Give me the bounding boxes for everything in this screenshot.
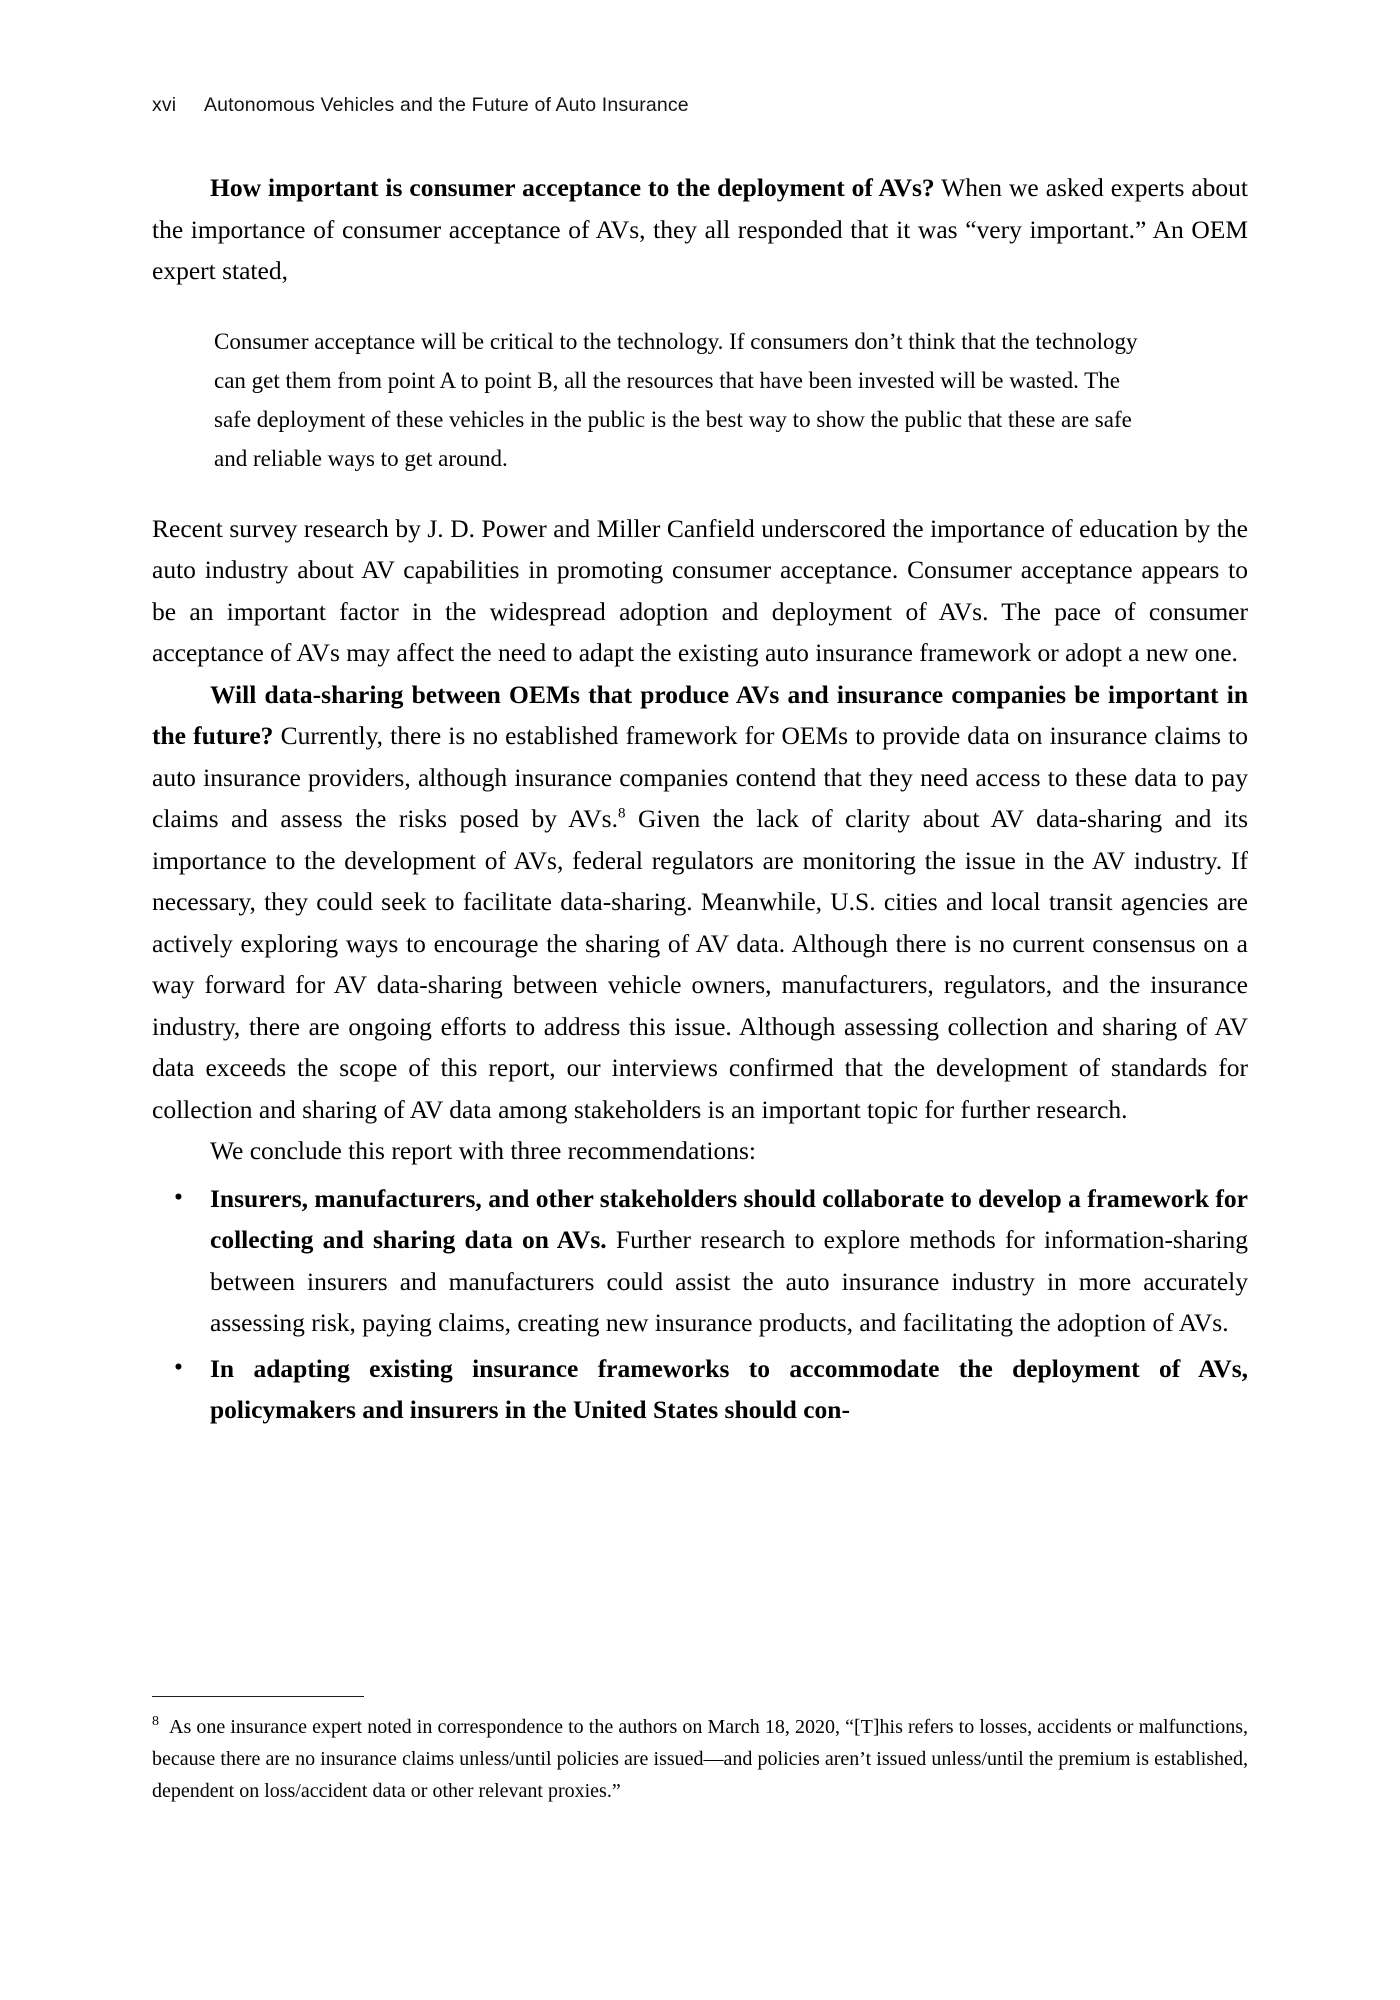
footnote-separator-rule — [152, 1696, 364, 1697]
page-folio: xvi — [152, 94, 177, 116]
paragraph-body-text: When we asked experts about the importance of consumer acceptance of AVs, they all responded that it was “very important.” An OEM expert stated, — [152, 173, 1248, 285]
block-quotation-text: Consumer acceptance will be critical to the technology. If consumers don’t think that the technology can get them from point A to point B, all the resources that have been invested will be wasted. The safe deployment of these vehicles in the public is the best way to show the public that these are safe and reliable ways to get around. — [214, 328, 1138, 471]
recommendations-list — [152, 1178, 1248, 1431]
footnote-marker: 8 — [152, 1714, 159, 1730]
paragraph-body-text-b: Given the lack of clarity about AV data-sharing and its importance to the development of AVs, federal regulators are monitoring the issue in the AV industry. If necessary, they could seek to facilitate data-sharing. Meanwhile, U.S. cities and local transit agencies are actively exploring ways to encourage the sharing of AV data. Although there is no current consensus on a way forward for AV data-sharing between vehicle owners, manufacturers, regulators, and the insurance industry, there are ongoing efforts to address this issue. Although assessing collection and sharing of AV data exceeds the scope of this report, our interviews confirmed that the development of standards for collection and sharing of AV data among stakeholders is an important topic for further research. — [152, 804, 1249, 1124]
paragraph-survey-research: Recent survey research by J. D. Power and Miller Canfield underscored the importance of education by the auto industry about AV capabilities in promoting consumer acceptance. Consumer acceptance appears to be an important factor in the widespread adoption and deployment of AVs. The pace of consumer acceptance of AVs may affect the need to adapt the existing auto insurance framework or adopt a new one. — [152, 513, 1248, 667]
block-quotation-oem-expert — [152, 322, 1248, 478]
list-item — [152, 1178, 1248, 1344]
page-content — [152, 0, 1248, 1435]
footnote-zone — [152, 1696, 1248, 1807]
bullet-icon: • — [174, 1351, 183, 1381]
recommendation-text: Further research to explore methods for information-sharing between insurers and manufacturers could assist the auto insurance industry in more accurately assessing risk, paying claims, creating new insurance products, and facilitating the adoption of AVs. — [210, 1225, 1248, 1337]
running-head-title: Autonomous Vehicles and the Future of Auto Insurance — [204, 94, 689, 116]
footnote-8 — [152, 1711, 1248, 1807]
body-text-block — [152, 167, 1248, 1431]
paragraph-body-text-a: Currently, there is no established framework for OEMs to provide data on insurance claims to auto insurance providers, although insurance companies contend that they need access to these data to pay claims and assess the risks posed by AVs. — [152, 721, 1248, 833]
paragraph-lead-in-question-2: Will data-sharing between OEMs that produce AVs and insurance companies be important in the future? — [152, 679, 1248, 750]
recommendation-lead: Insurers, manufacturers, and other stakeholders should collaborate to develop a framework for collecting and sharing data on AVs. — [210, 1183, 1248, 1254]
paragraph-lead-in-question: How important is consumer acceptance to the deployment of AVs? — [210, 173, 935, 202]
footnote-text: As one insurance expert noted in correspondence to the authors on March 18, 2020, “[T]his refers to losses, accidents or malfunctions, because there are no insurance claims unless/until policies are issued—and policies aren’t issued unless/until the premium is established, dependent on loss/accident data or other relevant proxies.” — [152, 1716, 1248, 1802]
footnote-reference-8[interactable]: 8 — [617, 805, 626, 822]
paragraph-data-sharing — [152, 674, 1248, 1131]
bullet-icon: • — [174, 1181, 183, 1211]
running-head — [152, 94, 1248, 117]
paragraph-consumer-acceptance — [152, 167, 1248, 292]
paragraph-conclusion-intro: We conclude this report with three recommendations: — [210, 1136, 757, 1165]
recommendation-lead: In adapting existing insurance frameworks to accommodate the deployment of AVs, policymakers and insurers in the United States should con- — [210, 1353, 1248, 1424]
list-item — [152, 1348, 1248, 1431]
